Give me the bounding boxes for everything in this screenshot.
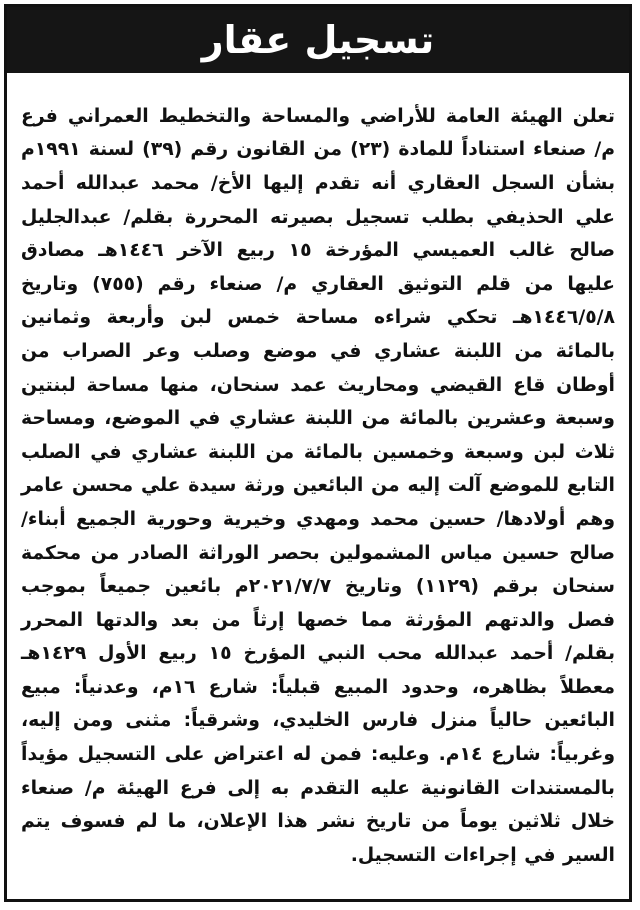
notice-title-bar (7, 7, 629, 73)
notice-body-text: تعلن الهيئة العامة للأراضي والمساحة والتخطيط العمراني فرع م/ صنعاء استناداً للمادة (٢٣) من القانون رقم (٣٩) لسنة ١٩٩١م بشأن السجل العقاري أنه تقدم إليها الأخ/ محمد عبدالله أحمد علي الحذيفي بطلب تسجيل بصيرته المحررة بقلم/ عبدالجليل صالح غالب العميسي المؤرخة ١٥ ربيع الآخر ١٤٤٦هـ مصادق عليها من قلم التوثيق العقاري م/ صنعاء رقم (٧٥٥) وتاريخ ١٤٤٦/٥/٨هـ تحكي شراءه مساحة خمس لبن وأربعة وثمانين بالمائة من اللبنة عشاري في موضع وصلب وعر الصراب من أوطان قاع القيضي ومحاريث عمد سنحان، منها مساحة لبنتين وسبعة وعشرين بالمائة من اللبنة عشاري في الموضع، ومساحة ثلاث لبن وسبعة وخمسين بالمائة من اللبنة عشاري في الصلب التابع للموضع آلت إليه من البائعين ورثة سيدة علي محسن عامر وهم أولادها/ حسين محمد ومهدي وخيرية وحورية الجميع أبناء/ صالح حسين مياس المشمولين بحصر الوراثة الصادر من محكمة سنحان برقم (١١٢٩) وتاريخ ٢٠٢١/٧/٧م بائعين جميعاً بموجب فصل والدتهم المؤرثة مما خصها إرثاً من بعد والدتها المحرر بقلم/ أحمد عبدالله محب النبي المؤرخ ١٥ ربيع الأول ١٤٢٩هـ معطلاً بظاهره، وحدود المبيع قبلياً: شارع ١٦م، وعدنياً: مبيع البائعين حالياً منزل فارس الخليدي، وشرقياً: مثنى ومن إليه، وغربياً: شارع ١٤م. وعليه: فمن له اعتراض على التسجيل مؤيداً بالمستندات القانونية عليه التقدم به إلى فرع الهيئة م/ صنعاء خلال ثلاثين يوماً من تاريخ نشر هذا الإعلان، ما لم فسوف يتم السير في إجراءات التسجيل. (21, 105, 616, 866)
property-registration-notice (4, 4, 632, 902)
notice-title: تسجيل عقار (201, 18, 435, 62)
